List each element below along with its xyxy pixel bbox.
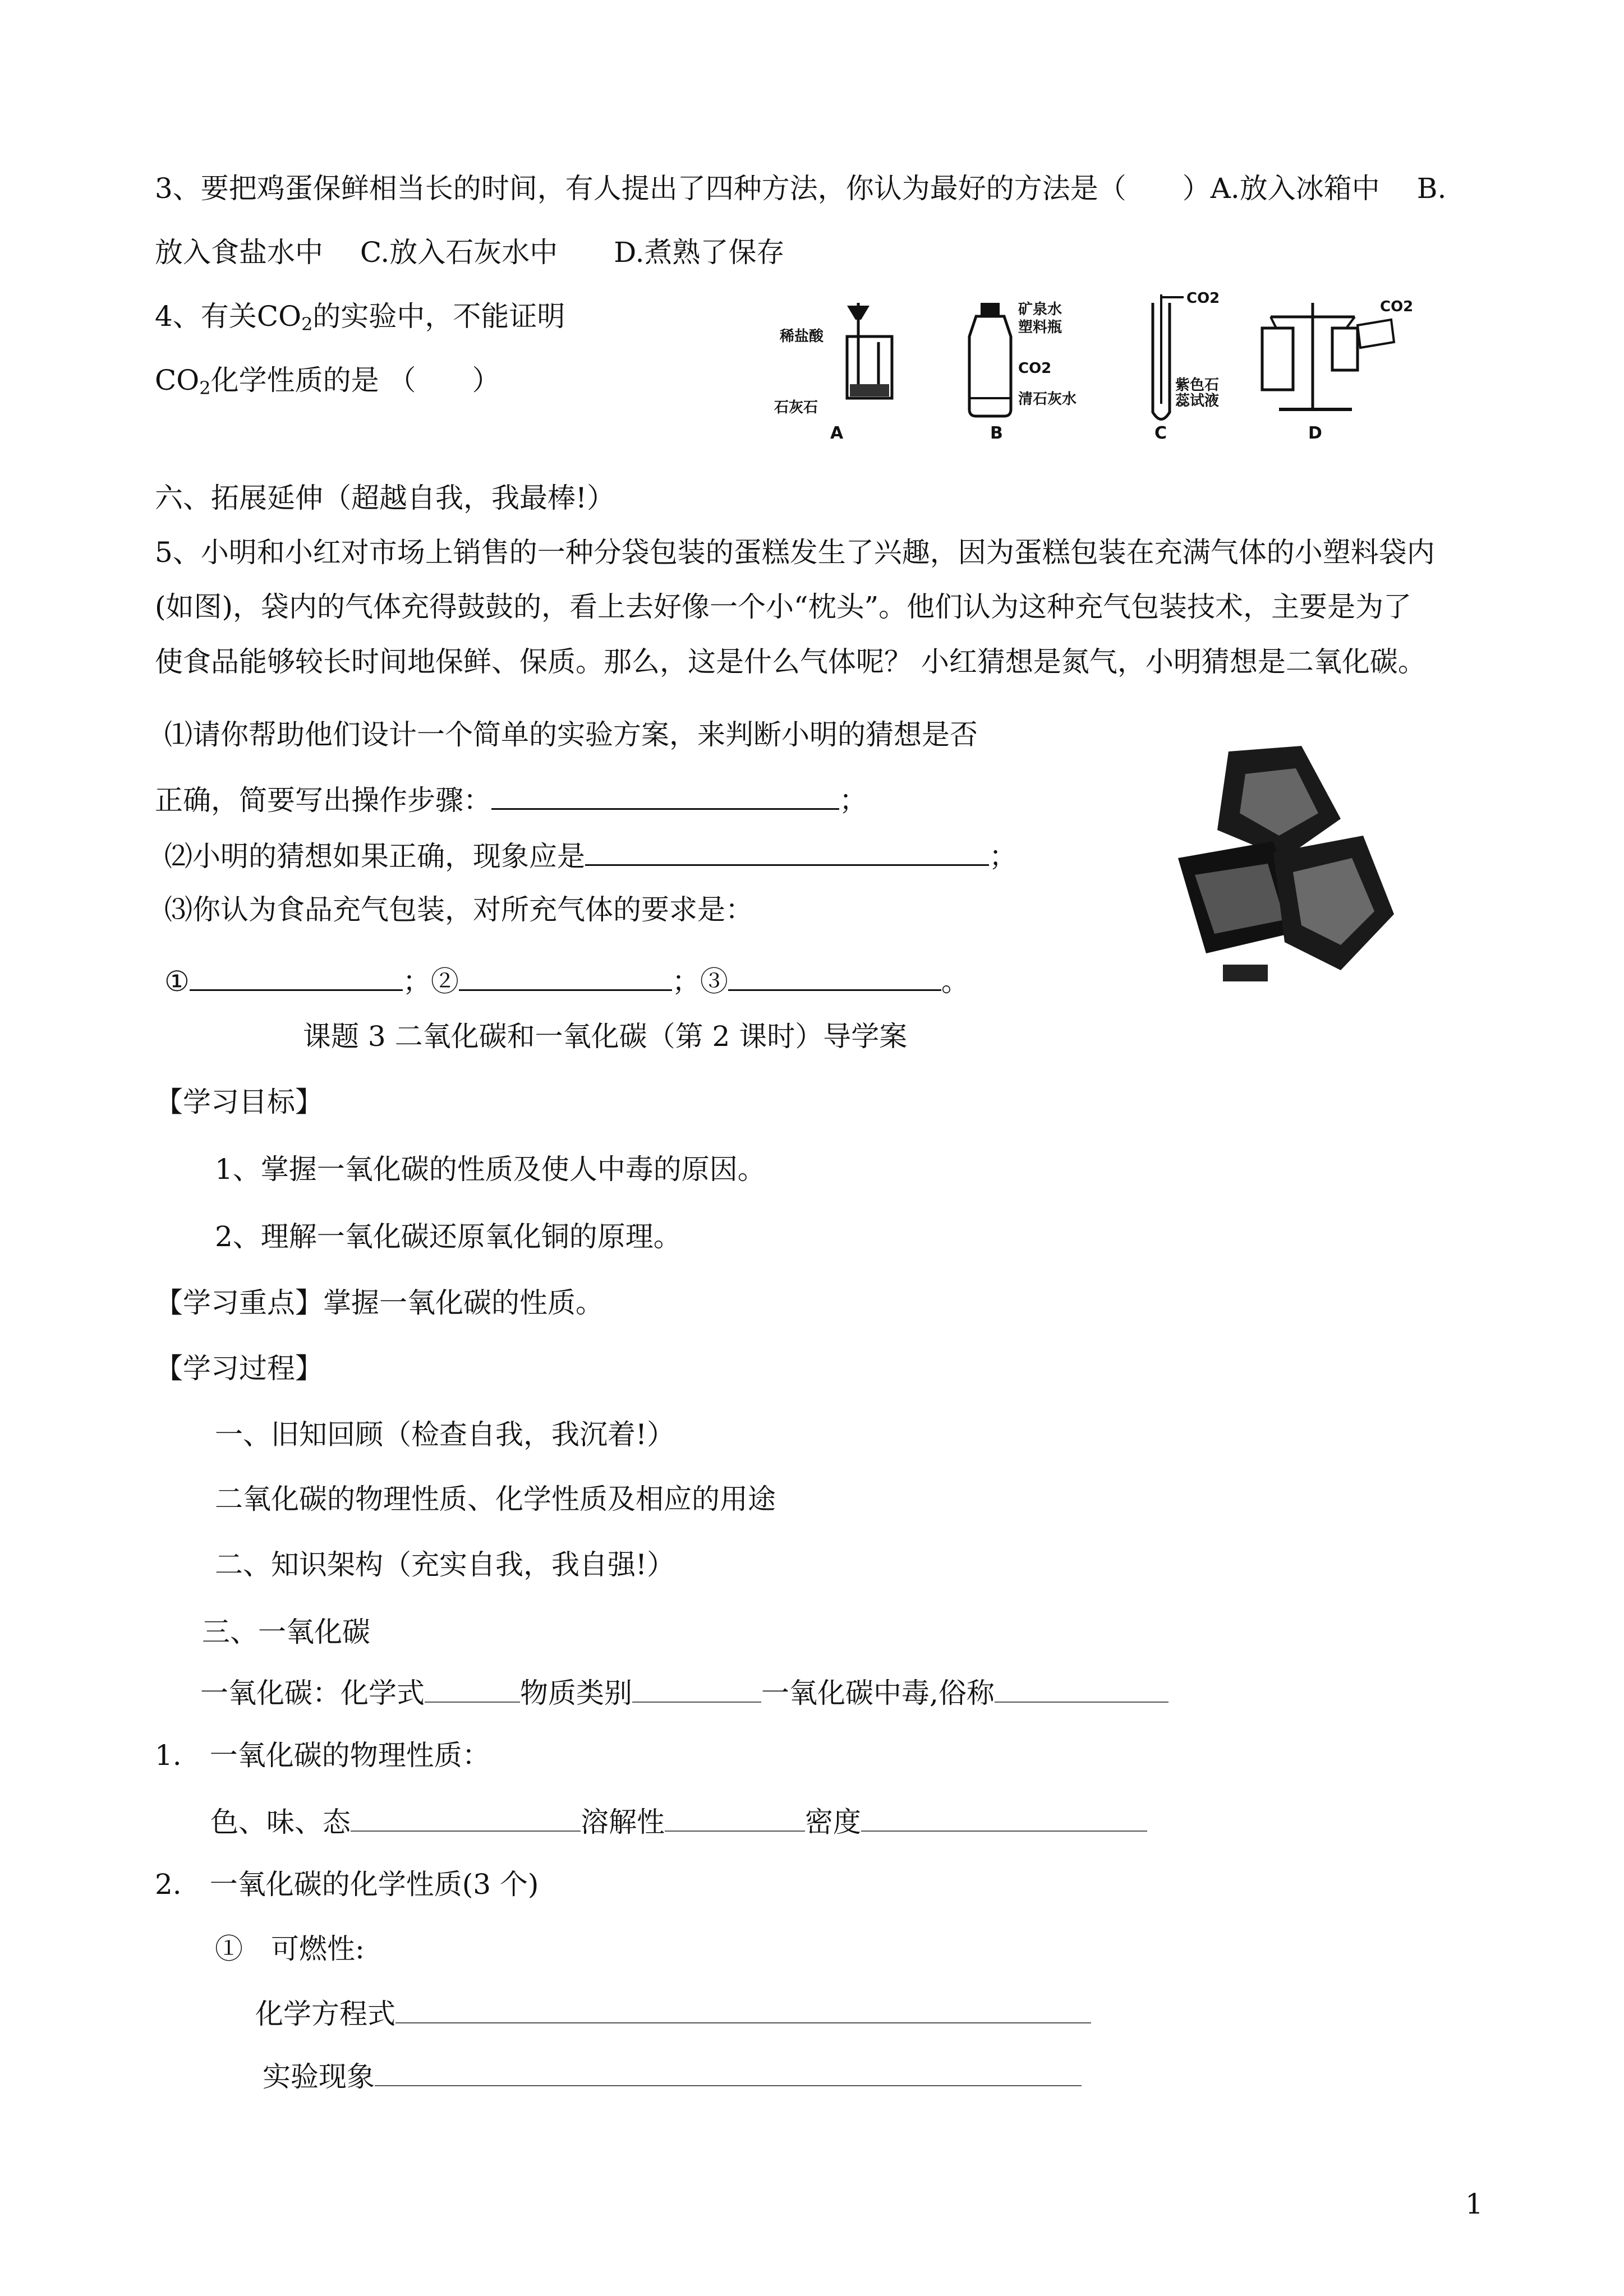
co2-subscript-2: 2 bbox=[199, 377, 211, 399]
q4-experiment-figure bbox=[769, 292, 1425, 449]
page-number: 1 bbox=[1465, 2188, 1483, 2220]
bottle-b bbox=[969, 316, 1011, 416]
phys-solubility-label: 溶解性 bbox=[581, 1806, 665, 1838]
observation-line bbox=[263, 2059, 1082, 2094]
label-c1: CO2 bbox=[1186, 292, 1220, 307]
answer-blank-phenomenon[interactable] bbox=[585, 838, 989, 866]
label-d1: CO2 bbox=[1380, 298, 1414, 315]
q4-line-2 bbox=[155, 363, 500, 405]
q3-line-2: 放入食盐水中 C.放入石灰水中 D.煮熟了保存 bbox=[155, 236, 785, 269]
q5-part-2-end: ； bbox=[989, 840, 1017, 873]
q5-part-1b-text: 正确，简要写出操作步骤： bbox=[155, 784, 491, 817]
co2-formula-2: CO bbox=[155, 364, 200, 397]
blank-formula[interactable] bbox=[425, 1676, 520, 1703]
figure-d bbox=[1262, 298, 1413, 443]
framework-heading: 二、知识架构（充实自我，我自强!） bbox=[215, 1548, 675, 1581]
bag-right-d bbox=[1332, 328, 1358, 370]
blank-appearance[interactable] bbox=[351, 1805, 581, 1832]
blank-common-name[interactable] bbox=[995, 1676, 1168, 1703]
blank-category[interactable] bbox=[632, 1676, 761, 1703]
req-end: 。 bbox=[941, 965, 969, 998]
label-b2: 塑料瓶 bbox=[1018, 319, 1062, 336]
q5-line-1: 5、小明和小红对市场上销售的一种分袋包装的蛋糕发生了兴趣，因为蛋糕包装在充满气体的小塑料袋内 bbox=[155, 536, 1435, 569]
bag-bottom-fragment bbox=[1223, 965, 1268, 981]
q4-post-2: 化学性质的是 （ ） bbox=[210, 364, 500, 397]
section-6-heading: 六、拓展延伸（超越自我，我最棒!） bbox=[155, 482, 615, 514]
label-b3: CO2 bbox=[1018, 360, 1052, 377]
q5-part-3: ⑶你认为食品充气包装，对所充气体的要求是： bbox=[164, 893, 753, 926]
q4-post: 的实验中，不能证明 bbox=[312, 300, 565, 333]
q5-requirements bbox=[164, 963, 969, 998]
equation-label: 化学方程式 bbox=[255, 1998, 395, 2030]
co-formula-label: 一氧化碳：化学式 bbox=[200, 1677, 425, 1709]
q4-pre: 4、有关 bbox=[155, 300, 257, 333]
label-a1: 稀盐酸 bbox=[780, 328, 824, 345]
answer-blank-steps[interactable] bbox=[491, 782, 839, 810]
lesson-title: 课题 3 二氧化碳和一氧化碳（第 2 课时）导学案 bbox=[303, 1020, 908, 1053]
answer-blank-req-3[interactable] bbox=[728, 963, 941, 991]
q5-line-3: 使食品能够较长时间地保鲜、保质。那么，这是什么气体呢？ 小红猜想是氮气，小明猜想是二氧化碳。 bbox=[155, 646, 1426, 678]
blank-solubility[interactable] bbox=[665, 1805, 805, 1832]
chem-heading: 2. 一氧化碳的化学性质(3 个) bbox=[155, 1868, 539, 1901]
equation-line bbox=[255, 1997, 1091, 2031]
figure-c bbox=[1153, 292, 1220, 443]
caption-d: D bbox=[1308, 423, 1322, 443]
q4-line-1 bbox=[155, 299, 565, 341]
answer-blank-req-2[interactable] bbox=[459, 963, 672, 991]
co-category-label: 物质类别 bbox=[520, 1677, 632, 1709]
co-basic-line bbox=[200, 1676, 1168, 1710]
focus-line: 【学习重点】掌握一氧化碳的性质。 bbox=[155, 1287, 604, 1319]
string-right-d bbox=[1346, 317, 1355, 328]
q5-part-1-end: ； bbox=[839, 784, 867, 817]
q5-part-2 bbox=[164, 838, 1017, 873]
caption-c: C bbox=[1154, 423, 1167, 443]
goal-1: 1、掌握一氧化碳的性质及使人中毒的原因。 bbox=[215, 1153, 766, 1186]
gas-container-d bbox=[1358, 320, 1394, 348]
figure-a bbox=[774, 303, 892, 443]
blank-density[interactable] bbox=[861, 1805, 1147, 1832]
co2-formula-1: CO bbox=[256, 300, 302, 333]
answer-blank-req-1[interactable] bbox=[190, 963, 403, 991]
req-marker-3: ；③ bbox=[671, 965, 728, 998]
cake-bags-image bbox=[1172, 746, 1397, 993]
q3-line-1: 3、要把鸡蛋保鲜相当长的时间，有人提出了四种方法，你认为最好的方法是（ ）A.放入冰箱中 B. bbox=[155, 172, 1447, 205]
phys-appearance-label: 色、味、态 bbox=[210, 1806, 351, 1838]
bottle-cap-b bbox=[981, 303, 1000, 316]
phys-line bbox=[210, 1805, 1147, 1839]
process-heading: 【学习过程】 bbox=[155, 1352, 323, 1385]
label-b1: 矿泉水 bbox=[1018, 301, 1062, 318]
goals-heading: 【学习目标】 bbox=[155, 1086, 323, 1118]
bag-left-d bbox=[1262, 328, 1293, 390]
label-c2: 紫色石 bbox=[1175, 377, 1220, 394]
string-left-d bbox=[1271, 317, 1276, 328]
q5-part-1b bbox=[155, 782, 867, 817]
co2-subscript-1: 2 bbox=[301, 313, 313, 335]
label-a2: 石灰石 bbox=[774, 399, 818, 416]
q5-line-2: (如图)，袋内的气体充得鼓鼓的，看上去好像一个小“枕头”。他们认为这种充气包装技术，主要是为了 bbox=[155, 591, 1412, 623]
q5-part-2-text: ⑵小明的猜想如果正确，现象应是 bbox=[164, 840, 585, 873]
label-c3: 蕊试液 bbox=[1175, 393, 1220, 409]
co-heading: 三、一氧化碳 bbox=[202, 1616, 370, 1648]
label-b4: 清石灰水 bbox=[1018, 391, 1077, 408]
observation-label: 实验现象 bbox=[263, 2060, 375, 2093]
funnel-a bbox=[847, 306, 869, 320]
q5-part-1a: ⑴请你帮助他们设计一个简单的实验方案，来判断小明的猜想是否 bbox=[164, 718, 978, 751]
chem-item-1: ① 可燃性: bbox=[215, 1933, 365, 1965]
co-poisoning-label: 一氧化碳中毒,俗称 bbox=[761, 1677, 995, 1709]
phys-heading: 1. 一氧化碳的物理性质： bbox=[155, 1739, 490, 1772]
review-heading: 一、旧知回顾（检查自我，我沉着!） bbox=[215, 1418, 675, 1451]
req-marker-2: ；② bbox=[402, 965, 459, 998]
goal-2: 2、理解一氧化碳还原氧化铜的原理。 bbox=[215, 1220, 682, 1253]
review-content: 二氧化碳的物理性质、化学性质及相应的用途 bbox=[215, 1483, 776, 1515]
req-marker-1: ① bbox=[164, 965, 190, 998]
phys-density-label: 密度 bbox=[805, 1806, 861, 1838]
blank-equation[interactable] bbox=[395, 1997, 1091, 2023]
blank-observation[interactable] bbox=[375, 2059, 1082, 2086]
figure-b bbox=[969, 301, 1076, 443]
limestone-a bbox=[850, 384, 889, 397]
caption-a: A bbox=[830, 423, 844, 443]
caption-b: B bbox=[990, 423, 1003, 443]
